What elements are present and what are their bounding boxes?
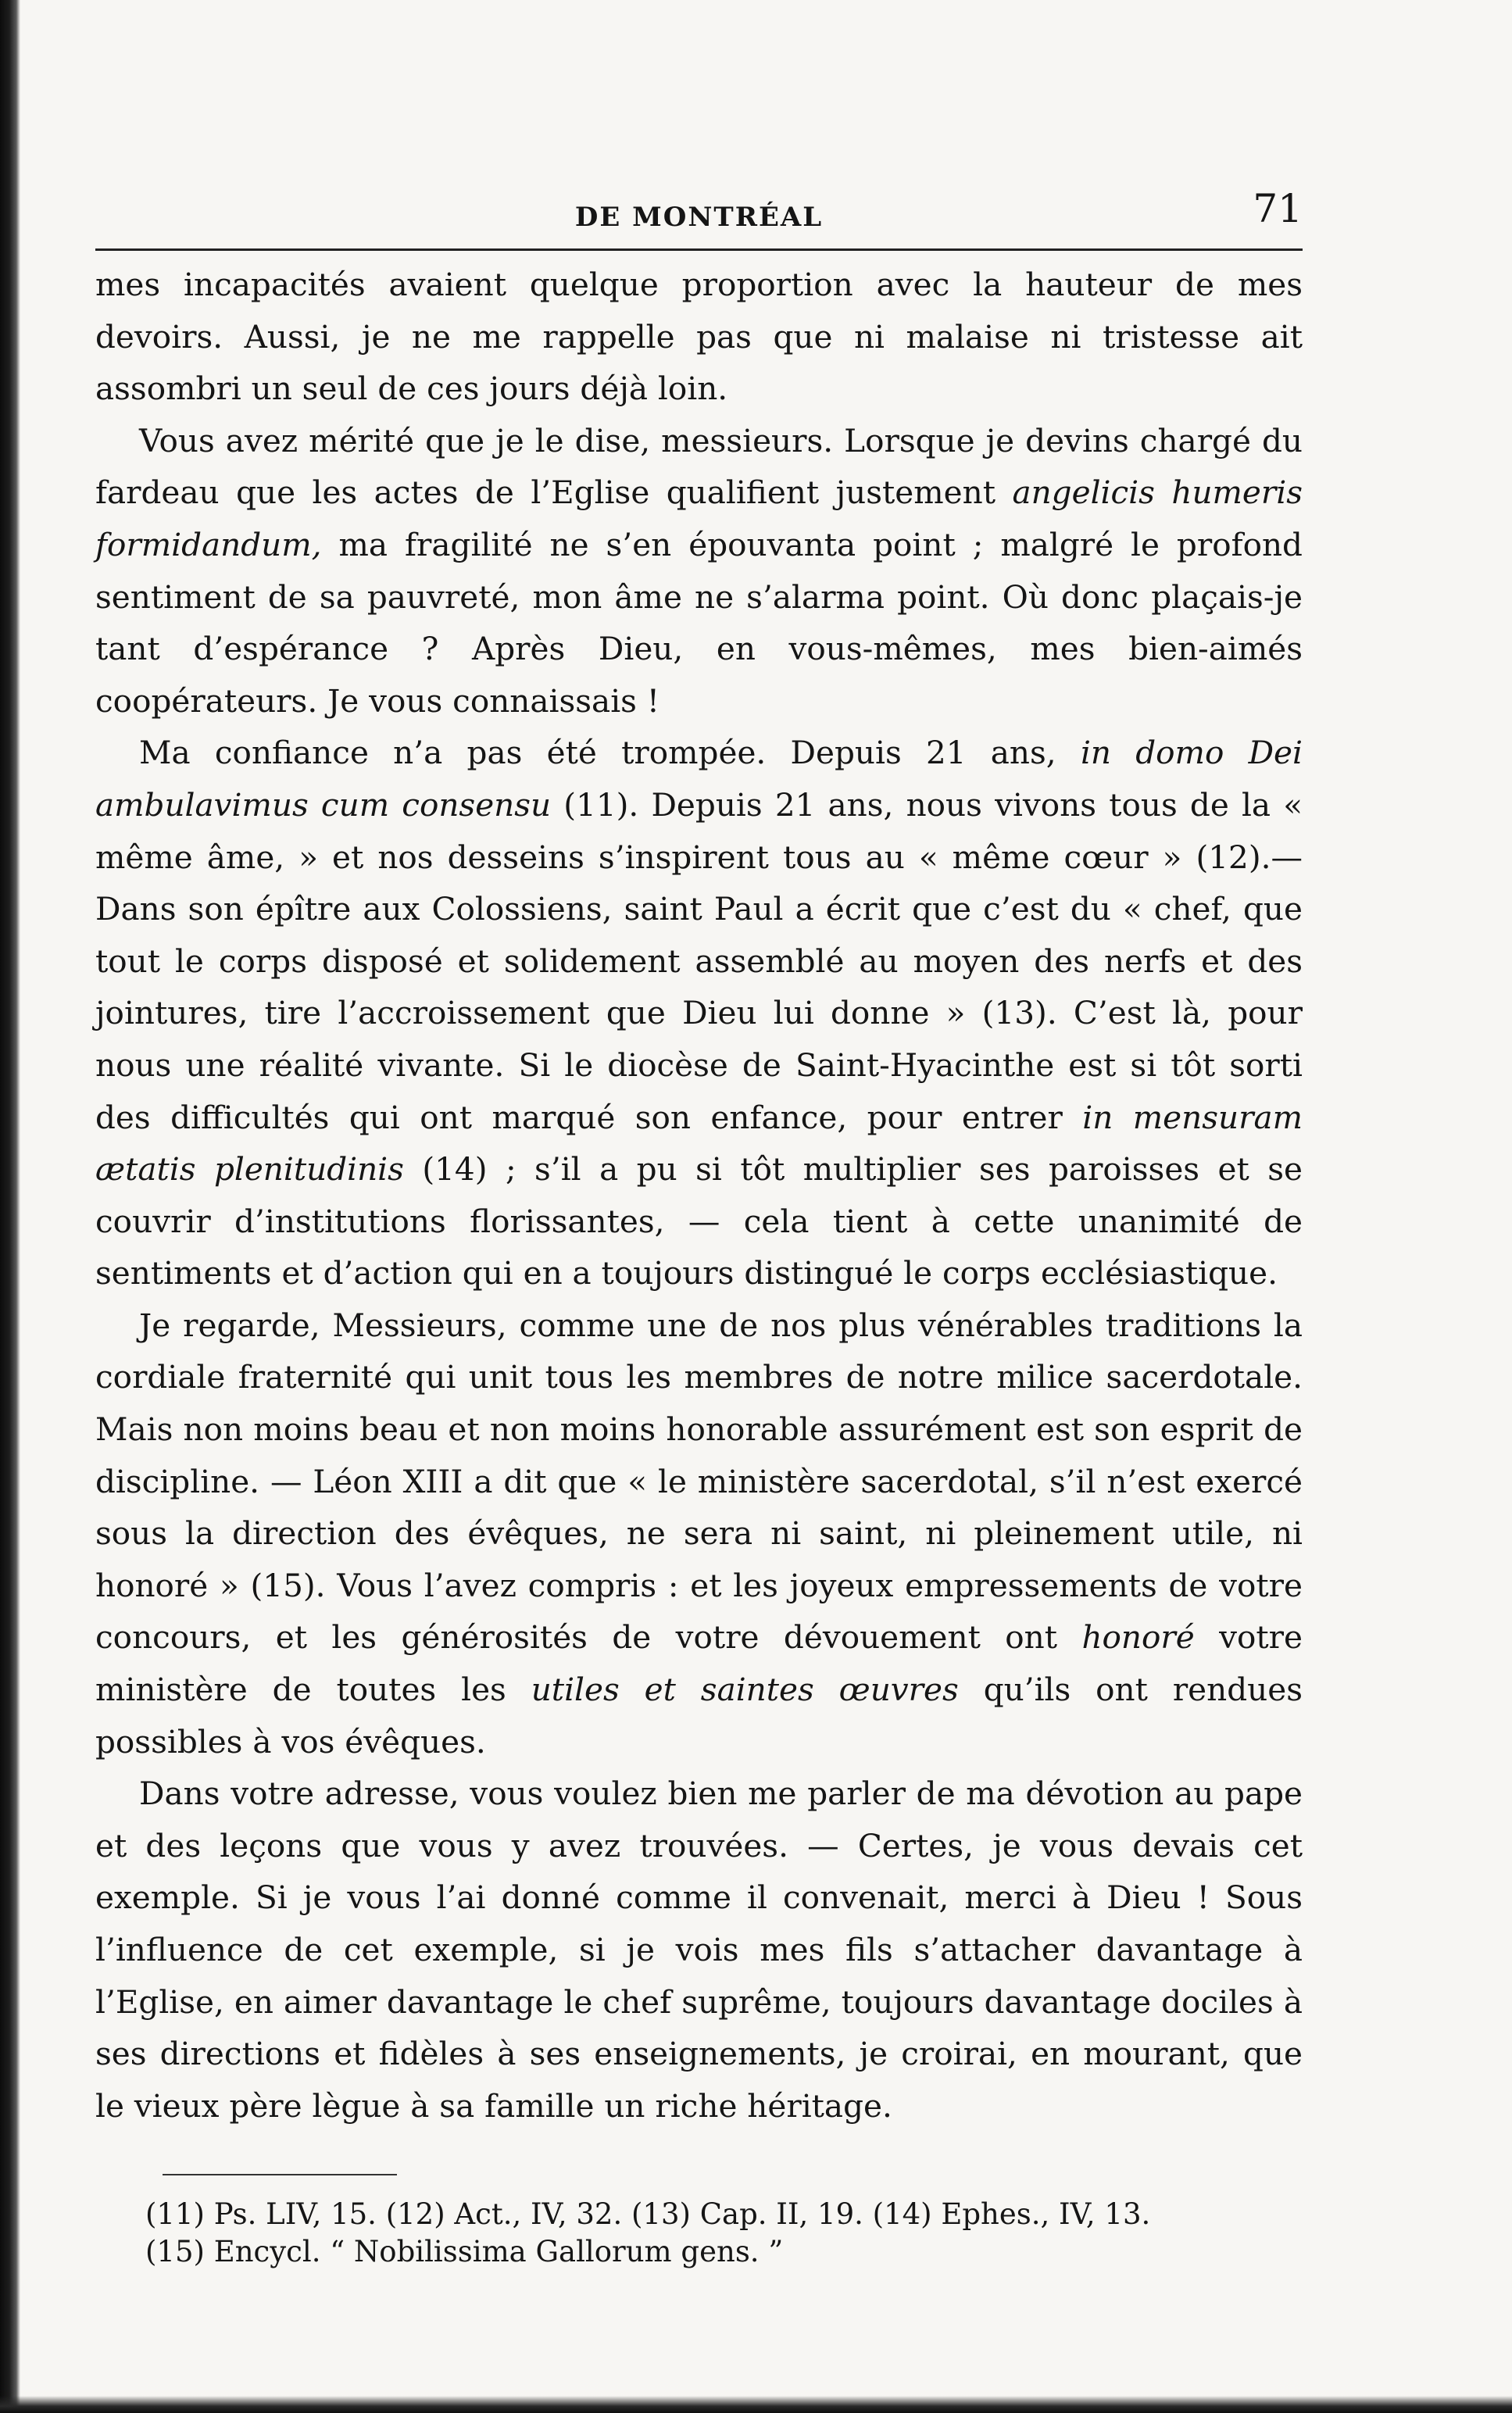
binding-edge — [0, 0, 20, 2413]
text-run: (11). Depuis 21 ans, nous vivons tous de la « même âme, » et nos desseins s’inspirent tous au « même cœur » (12).—Dans son épître aux Colossiens, saint Paul a écrit que c’est du « chef, que tout le corps disposé et solidement assemblé au moyen des nerfs et des jointures, tire l’accroissement que Dieu lui donne » (13). C’est là, pour nous une réalité vivante. Si le diocèse de Saint-Hyacinthe est si tôt sorti des difficultés qui ont marqué son enfance, pour entrer — [95, 785, 1303, 1136]
paragraph — [95, 1299, 1303, 1768]
text-run: votre ministère de toutes les — [95, 1618, 1303, 1709]
italic-phrase: angelicis humeris formidandum, — [95, 474, 1303, 563]
body-text — [95, 259, 1303, 2132]
footnote-separator — [163, 2174, 397, 2175]
footnote-line: (15) Encycl. “ Nobilissima Gallorum gens. ” — [145, 2235, 784, 2269]
header-rule — [95, 248, 1303, 251]
italic-phrase: in mensuram ætatis plenitudinis — [95, 1098, 1303, 1189]
text-run: mes incapacités avaient quelque proportion avec la hauteur de mes devoirs. Aussi, je ne me rappelle pas que ni malaise ni tristesse ait assombri un seul de ces jours déjà loin. — [95, 266, 1303, 408]
text-run: Je regarde, Messieurs, comme une de nos plus vénérables traditions la cordiale fraternité qui unit tous les membres de notre milice sacerdotale. Mais non moins beau et non moins honorable assurément est son esprit de discipline. — Léon XIII a dit que « le ministère sacerdotal, s’il n’est exercé sous la direction des évêques, ne sera ni saint, ni pleinement utile, ni honoré » (15). Vous l’avez compris : et les joyeux empressements de votre concours, et les générosités de votre dévouement ont — [95, 1306, 1303, 1657]
text-run: Ma confiance n’a pas été trompée. Depuis 21 ans, — [139, 734, 1081, 772]
page-bottom-edge — [0, 2396, 1512, 2413]
text-run: (14) ; s’il a pu si tôt multiplier ses paroisses et se couvrir d’institutions florissantes, — cela tient à cette unanimité de sentiments et d’action qui en a toujours distingué le corps ecclésiastique. — [95, 1150, 1303, 1292]
text-run: ma fragilité ne s’en épouvanta point ; malgré le profond sentiment de sa pauvreté, mon âme ne s’alarma point. Où donc plaçais-je tant d’espérance ? Après Dieu, en vous-mêmes, mes bien-aimés coopérateurs. Je vous connaissais ! — [95, 525, 1303, 720]
page-header — [95, 172, 1303, 234]
italic-phrase: in domo Dei ambulavimus cum consensu — [95, 734, 1303, 824]
italic-phrase: utiles et saintes œuvres — [531, 1671, 959, 1709]
paragraph — [95, 727, 1303, 1299]
italic-phrase: honoré — [1081, 1618, 1195, 1657]
running-title: DE MONTRÉAL — [574, 202, 824, 233]
paragraph — [95, 1768, 1303, 2132]
text-run: qu’ils ont rendues possibles à vos évêques. — [95, 1671, 1303, 1761]
text-run: Dans votre adresse, vous voulez bien me parler de ma dévotion au pape et des leçons que vous y avez trouvées. — Certes, je vous devais cet exemple. Si je vous l’ai donné comme il convenait, merci à Dieu ! Sous l’influence de cet exemple, si je vois mes fils s’attacher davantage à l’Eglise, en aimer davantage le chef suprême, toujours davantage dociles à ses directions et fidèles à ses enseignements, je croirai, en mourant, que le vieux père lègue à sa famille un riche héritage. — [95, 1775, 1303, 2125]
footnotes — [95, 2196, 1303, 2271]
paragraph — [95, 259, 1303, 415]
paragraph — [95, 415, 1303, 727]
page-number: 71 — [1253, 186, 1303, 231]
text-run: Vous avez mérité que je le dise, messieurs. Lorsque je devins chargé du fardeau que les actes de l’Eglise qualifient justement — [95, 421, 1303, 512]
footnote-line: (11) Ps. LIV, 15. (12) Act., IV, 32. (13) Cap. II, 19. (14) Ephes., IV, 13. — [145, 2197, 1151, 2232]
book-page — [95, 172, 1303, 2271]
